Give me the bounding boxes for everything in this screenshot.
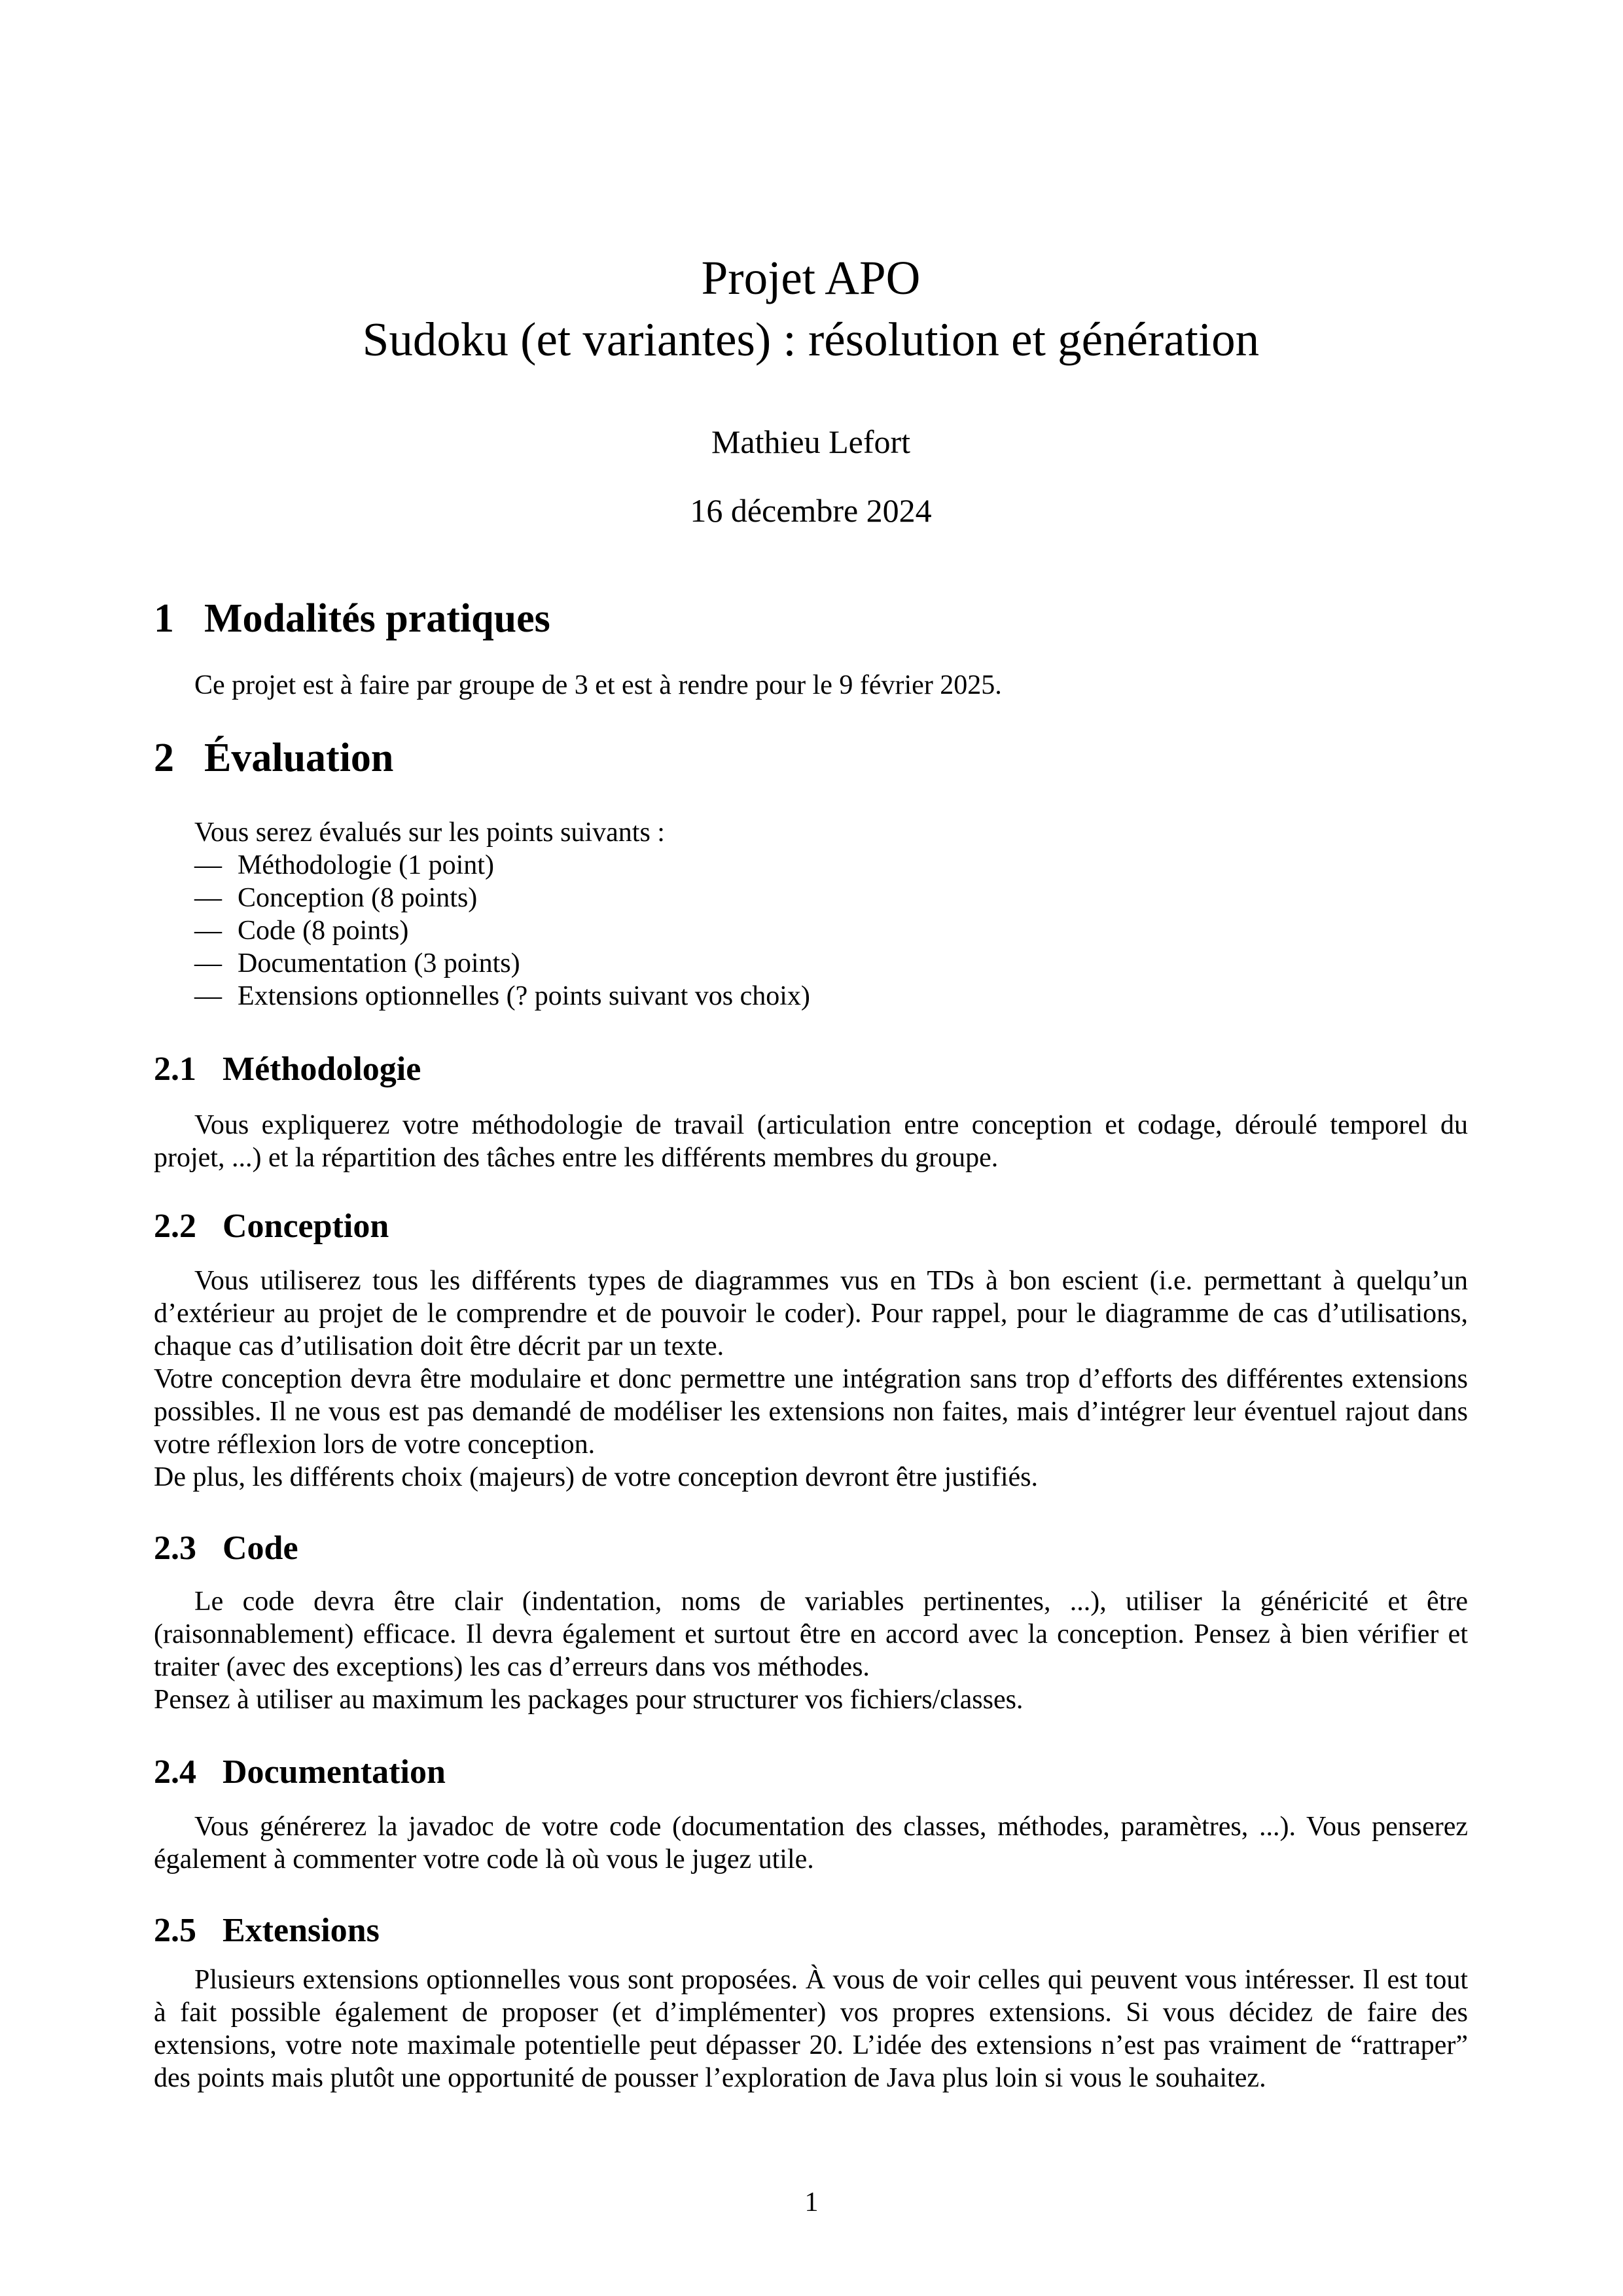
list-item — [154, 947, 1468, 980]
list-item-label: Conception (8 points) — [238, 883, 478, 913]
dash-bullet: — — [194, 916, 222, 946]
dash-bullet: — — [194, 981, 222, 1011]
subsection-2-1-title: Méthodologie — [223, 1050, 421, 1088]
subsection-2-4-number: 2.4 — [154, 1753, 196, 1791]
section-1-title: Modalités pratiques — [204, 596, 550, 641]
date: 16 décembre 2024 — [690, 492, 932, 529]
subsection-2-4-title: Documentation — [223, 1753, 446, 1791]
list-item — [154, 914, 1468, 947]
subsection-2-4-heading — [154, 1754, 1468, 1791]
evaluation-list — [154, 849, 1468, 1013]
subsection-2-1-heading — [154, 1051, 1468, 1088]
subsection-2-2-body — [154, 1265, 1468, 1494]
section-1-number: 1 — [154, 596, 174, 641]
subsection-2-2-number: 2.2 — [154, 1208, 196, 1245]
subsection-2-5-heading — [154, 1912, 1468, 1949]
list-item — [154, 882, 1468, 914]
subsection-2-4-paragraph: Vous générerez la javadoc de votre code (documentation des classes, méthodes, paramètres, ...). Vous penserez également à commenter votre code là où vous le jugez utile. — [154, 1812, 1468, 1874]
title-line-2: Sudoku (et variantes) : résolution et génération — [362, 313, 1260, 366]
title-line-1: Projet APO — [701, 251, 921, 304]
dash-bullet: — — [194, 883, 222, 913]
list-item — [154, 980, 1468, 1013]
subsection-2-1-paragraph: Vous expliquerez votre méthodologie de travail (articulation entre conception et codage, déroulé temporel du projet, ...) et la répartition des tâches entre les différents membres du groupe. — [154, 1110, 1468, 1173]
list-item — [154, 849, 1468, 882]
subsection-2-3-title: Code — [223, 1530, 298, 1567]
subsection-2-2-paragraph-1: Vous utiliserez tous les différents types de diagrammes vus en TDs à bon escient (i.e. permettant à quelqu’un d’extérieur au projet de le comprendre et de pouvoir le coder). Pour rappel, pour le diagramme de cas d’utilisations, chaque cas d’utilisation doit être décrit par un texte. — [154, 1266, 1468, 1361]
document-title — [154, 247, 1468, 370]
subsection-2-3-number: 2.3 — [154, 1530, 196, 1567]
evaluation-intro: Vous serez évalués sur les points suivants : — [194, 817, 665, 848]
subsection-2-2-paragraph-2: Votre conception devra être modulaire et donc permettre une intégration sans trop d’efforts des différentes extensions possibles. Il ne vous est pas demandé de modéliser les extensions non faites, mais d’intégrer leur éventuel rajout dans votre réflexion lors de votre conception. — [154, 1364, 1468, 1460]
subsection-2-3-paragraph-1: Le code devra être clair (indentation, noms de variables pertinentes, ...), utiliser la généricité et être (raisonnablement) efficace. Il devra également et surtout être en accord avec la conception. Pensez à bien vérifier et traiter (avec des exceptions) les cas d’erreurs dans vos méthodes. — [154, 1587, 1468, 1682]
subsection-2-2-title: Conception — [223, 1208, 389, 1245]
subsection-2-5-title: Extensions — [223, 1912, 380, 1949]
list-item-label: Extensions optionnelles (? points suivant vos choix) — [238, 981, 810, 1011]
section-2-heading — [154, 736, 1468, 780]
subsection-2-2-paragraph-3: De plus, les différents choix (majeurs) de votre conception devront être justifiés. — [154, 1462, 1038, 1492]
dash-bullet: — — [194, 948, 222, 978]
list-item-label: Code (8 points) — [238, 916, 409, 946]
dash-bullet: — — [194, 850, 222, 880]
subsection-2-5-paragraph: Plusieurs extensions optionnelles vous sont proposées. À vous de voir celles qui peuvent vous intéresser. Il est tout à fait possible également de proposer (et d’implémenter) vos propres extensions. Si vous décidez de faire des extensions, votre note maximale potentielle peut dépasser 20. L’idée des extensions n’est pas vraiment de “rattraper” des points mais plutôt une opportunité de pousser l’exploration de Java plus loin si vous le souhaitez. — [154, 1965, 1468, 2093]
subsection-2-1-number: 2.1 — [154, 1050, 196, 1088]
section-1-paragraph: Ce projet est à faire par groupe de 3 et est à rendre pour le 9 février 2025. — [194, 670, 1002, 700]
subsection-2-3-body — [154, 1585, 1468, 1716]
subsection-2-3-paragraph-2: Pensez à utiliser au maximum les packages pour structurer vos fichiers/classes. — [154, 1685, 1024, 1715]
section-2-number: 2 — [154, 736, 174, 780]
author: Mathieu Lefort — [711, 423, 911, 460]
subsection-2-5-number: 2.5 — [154, 1912, 196, 1949]
section-2-title: Évaluation — [204, 736, 394, 780]
section-1-heading — [154, 597, 1468, 640]
subsection-2-3-heading — [154, 1530, 1468, 1567]
list-item-label: Méthodologie (1 point) — [238, 850, 494, 880]
page-number: 1 — [804, 2187, 819, 2217]
list-item-label: Documentation (3 points) — [238, 948, 520, 978]
subsection-2-2-heading — [154, 1208, 1468, 1245]
